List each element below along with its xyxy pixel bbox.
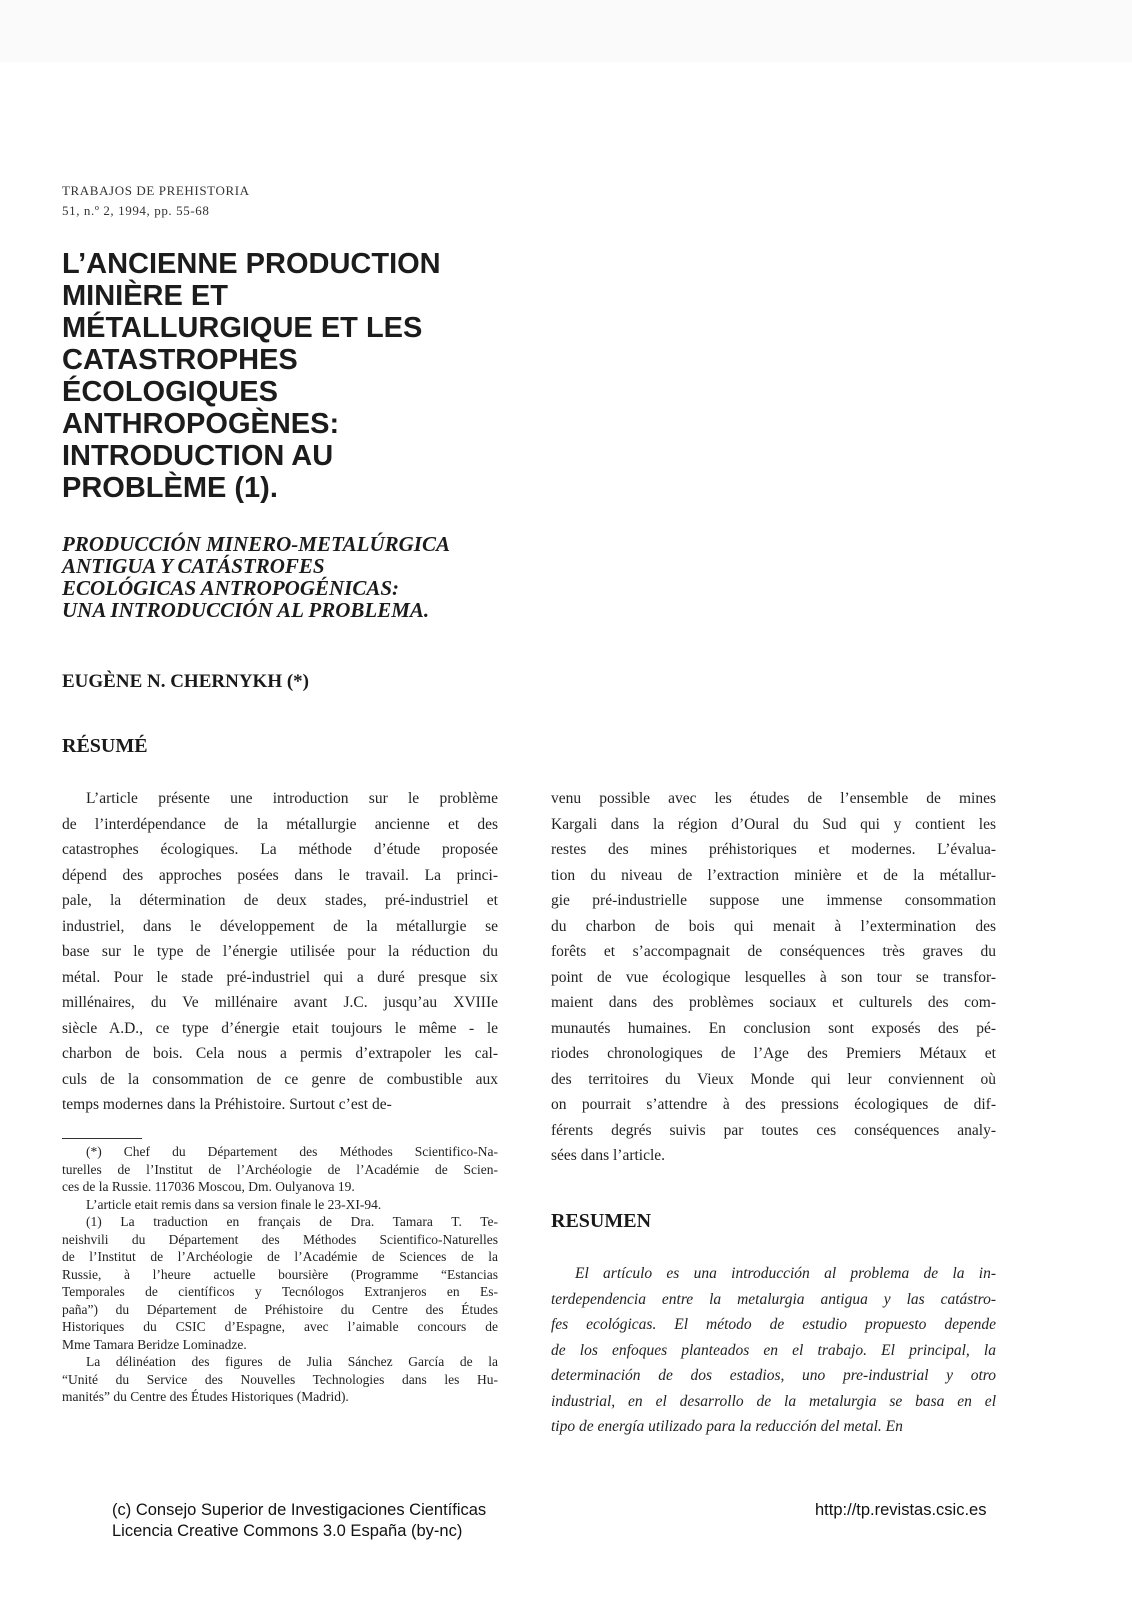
resumen-line: fes ecológicas. El método de estudio propuesto depende — [551, 1316, 996, 1333]
page-top-margin — [0, 0, 1132, 62]
title-line: CATASTROPHES — [62, 344, 298, 376]
resume-line: restes des mines préhistoriques et modernes. L’évalua- — [551, 841, 996, 858]
resume-heading: RÉSUMÉ — [62, 735, 148, 757]
footnote-line: ces de la Russie. 117036 Moscou, Dm. Oulyanova 19. — [62, 1179, 355, 1194]
title-line: INTRODUCTION AU — [62, 440, 334, 472]
resume-line: venu possible avec les études de l’ensemble de mines — [551, 790, 996, 807]
resumen-line: de los enfoques planteados en el trabajo. El principal, la — [551, 1341, 996, 1359]
resume-line: charbon de bois. Cela nous a permis d’extrapoler les cal- — [62, 1045, 498, 1062]
resume-line: base sur le type de l’énergie utilisée pour la réduction du — [62, 943, 498, 960]
footnote-line: (*) Chef du Département des Méthodes Scientifico-Na- — [86, 1144, 498, 1159]
title-line: MINIÈRE ET — [62, 280, 228, 312]
title-line: MÉTALLURGIQUE ET LES — [62, 312, 423, 344]
footnote-line: La délinéation des figures de Julia Sánchez García de la — [86, 1354, 498, 1369]
resume-line: Kargali dans la région d’Oural du Sud qui y contient les — [551, 815, 996, 833]
resume-line: gie pré-industrielle suppose une immense consommation — [551, 892, 996, 909]
resumen-line: determinación de dos estadios, uno pre-industrial y otro — [551, 1367, 996, 1384]
resume-line: tion du niveau de l’extraction minière et de la métallur- — [551, 866, 996, 884]
resume-line: de l’interdépendance de la métallurgie ancienne et des — [62, 815, 498, 833]
footnote-line: Temporales de científicos y Tecnólogos Extranjeros en Es- — [62, 1284, 498, 1299]
resume-line: culs de la consommation de ce genre de combustible aux — [62, 1070, 498, 1088]
resume-line: du charbon de bois qui menait à l’extermination des — [551, 917, 996, 935]
resume-line: dépend des approches posées dans le travail. La princi- — [62, 866, 498, 884]
footnote-line: neishvili du Département des Méthodes Scientifico-Naturelles — [62, 1231, 498, 1247]
resume-text-left-column — [62, 786, 498, 1118]
article-subtitle-spanish — [62, 533, 532, 621]
footnote-line: L’article etait remis dans sa version finale le 23-XI-94. — [86, 1196, 382, 1212]
journal-issue: 51, n.º 2, 1994, pp. 55-68 — [62, 203, 210, 218]
resumen-text — [551, 1261, 996, 1440]
resume-line: pale, la détermination de deux stades, pré-industriel et — [62, 892, 498, 909]
subtitle-line: UNA INTRODUCCIÓN AL PROBLEMA. — [62, 598, 430, 622]
resumen-line: industrial, en el desarrollo de la metalurgia se basa en el — [551, 1392, 996, 1410]
resume-line: maient dans des problèmes sociaux et culturels des com- — [551, 994, 996, 1011]
footnote-line: “Unité du Service des Nouvelles Technologies dans les Hu- — [62, 1371, 498, 1387]
footnote-line: paña”) du Département de Préhistoire du Centre des Études — [62, 1301, 498, 1317]
journal-header — [62, 181, 250, 221]
license-footer — [112, 1500, 486, 1542]
subtitle-line: PRODUCCIÓN MINERO-METALÚRGICA — [62, 532, 450, 556]
license-text: Licencia Creative Commons 3.0 España (by-nc) — [112, 1522, 463, 1540]
footnote-divider — [62, 1138, 142, 1139]
resume-line: temps modernes dans la Préhistoire. Surtout c’est de- — [62, 1096, 392, 1113]
resume-line: L’article présente une introduction sur le problème — [86, 790, 498, 807]
copyright-text: (c) Consejo Superior de Investigaciones Científicas — [112, 1501, 487, 1519]
resume-line: sées dans l’article. — [551, 1147, 666, 1164]
title-line: PROBLÈME (1). — [62, 472, 278, 504]
title-line: L’ANCIENNE PRODUCTION — [62, 248, 441, 280]
title-line: ANTHROPOGÈNES: — [62, 408, 340, 440]
resume-line: catastrophes écologiques. La méthode d’étude proposée — [62, 841, 498, 858]
title-line: ÉCOLOGIQUES — [62, 376, 278, 408]
resume-line: forêts et s’accompagnait de conséquences très graves du — [551, 943, 996, 960]
footnote-line: turelles de l’Institut de l’Archéologie de l’Académie de Scien- — [62, 1161, 498, 1177]
resumen-line: El artículo es una introducción al problema de la in- — [575, 1265, 996, 1282]
resume-text-right-column — [551, 786, 996, 1169]
resume-line: point de vue écologique lesquelles à son tour se transfor- — [551, 968, 996, 986]
resume-line: munautés humaines. En conclusion sont exposés des pé- — [551, 1019, 996, 1037]
journal-url[interactable]: http://tp.revistas.csic.es — [815, 1501, 987, 1519]
resume-line: férents degrés suivis par toutes ces conséquences analy- — [551, 1121, 996, 1139]
resume-line: des territoires du Vieux Monde qui leur conviennent où — [551, 1070, 996, 1088]
article-title — [62, 248, 532, 504]
footnote-line: Historiques du CSIC d’Espagne, avec l’aimable concours de — [62, 1319, 498, 1334]
footnotes — [62, 1143, 498, 1406]
footnote-line: Russie, à l’heure actuelle boursière (Programme “Estancias — [62, 1266, 498, 1282]
footnote-line: (1) La traduction en français de Dra. Tamara T. Te- — [86, 1214, 498, 1229]
author: EUGÈNE N. CHERNYKH (*) — [62, 671, 310, 692]
journal-name: TRABAJOS DE PREHISTORIA — [62, 183, 250, 198]
resumen-line: tipo de energía utilizado para la reducción del metal. En — [551, 1418, 903, 1435]
resume-line: industriel, dans le développement de la métallurgie se — [62, 917, 498, 935]
footnote-line: manités” du Centre des Études Historiques (Madrid). — [62, 1389, 349, 1404]
resume-line: siècle A.D., ce type d’énergie etait toujours le même - le — [62, 1019, 498, 1037]
subtitle-line: ECOLÓGICAS ANTROPOGÉNICAS: — [62, 576, 400, 600]
footnote-line: Mme Tamara Beridze Lominadze. — [62, 1336, 247, 1352]
subtitle-line: ANTIGUA Y CATÁSTROFES — [62, 554, 325, 578]
resume-line: millénaires, du Ve millénaire avant J.C. jusqu’au XVIIIe — [62, 994, 498, 1011]
resume-line: on pourrait s’attendre à des pressions écologiques de dif- — [551, 1096, 996, 1113]
resume-line: métal. Pour le stade pré-industriel qui a duré presque six — [62, 968, 498, 986]
resume-line: riodes chronologiques de l’Age des Premiers Métaux et — [551, 1045, 996, 1062]
resumen-line: terdependencia entre la metalurgia antigua y las catástro- — [551, 1290, 996, 1308]
resumen-heading: RESUMEN — [551, 1210, 652, 1232]
footnote-line: de l’Institut de l’Archéologie de l’Académie de Sciences de la — [62, 1249, 498, 1264]
